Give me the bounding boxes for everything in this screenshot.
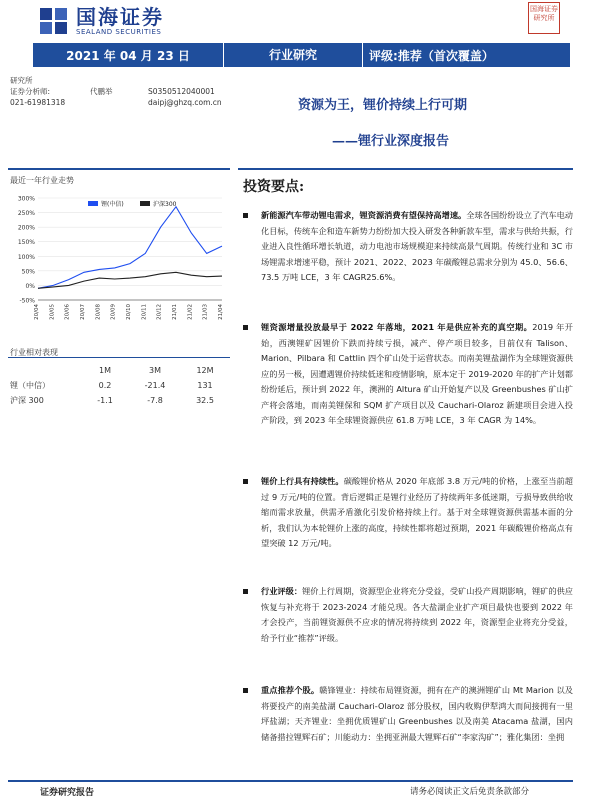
chart-heading: 最近一年行业走势 xyxy=(10,176,74,185)
paragraph-lead: 锂资源增量投放最早于 2022 年落地，2021 年是供应补充的真空期。 xyxy=(261,322,533,332)
table-cell: -1.1 xyxy=(97,396,113,405)
legend-swatch xyxy=(140,201,150,206)
x-tick-label: 20/11 xyxy=(141,304,148,320)
y-tick-label: 50% xyxy=(21,268,35,276)
logo-name-en: SEALAND SECURITIES xyxy=(76,28,162,36)
logo-name-cn: 国海证券 xyxy=(76,5,164,29)
paragraph-lead: 新能源汽车带动锂电需求，锂资源消费有望保持高增速。 xyxy=(261,210,467,220)
logo-mark-icon xyxy=(40,8,70,34)
table-header-cell: 12M xyxy=(196,366,214,375)
rating-label: 评级: xyxy=(369,48,398,63)
rating xyxy=(363,47,570,64)
x-tick-label: 20/12 xyxy=(156,304,163,320)
paragraph-text: 2019 年开始，西澳锂矿因锂价下跌而持续亏损，减产、停产项目较多，目前仅有 Talison、Marion、Pilbara 和 Cattlin 四个矿山处于运营状态。而南美锂盐湖作为全球锂资源供应的另一极，因遭遇锂价持续低迷和疫情影响，原本定于 2019-2020 年的扩产计划都纷纷延后，预计到 2022 年，澳洲的 Altura 矿山开始复产以及 Greenbushes 矿山扩产将会落地，而南美锂保和 SQM 扩产项目以及 Cauchari-Olaroz 新建项目会进入投产阶段，到 2023 年全球锂资源供应 61.8 万吨 LCE，3 年 CAGR 为 14%。 xyxy=(261,322,573,425)
report-subtitle: ——锂行业深度报告 xyxy=(332,134,450,149)
table-header-cell: 3M xyxy=(149,366,161,375)
y-tick-label: 150% xyxy=(17,239,35,247)
paragraph-text: 碳酸锂价格从 2020 年底部 3.8 万元/吨的价格，上涨至当前超过 9 万元/吨的位置。背后逻辑正是锂行业经历了持续两年多低迷期，亏损导致供给收缩而需求放量，供需矛盾激化引发价格持续上行。基于对全球锂资源供需基本面的分析，我们认为本轮锂价上涨的高度，持续性都将超过预期，2021 年碳酸锂价格高点有望突破 12 万元/吨。 xyxy=(261,476,573,548)
x-tick-label: 20/07 xyxy=(80,304,86,320)
series-line xyxy=(38,207,222,289)
paragraph-lead: 行业评级： xyxy=(261,586,303,596)
divider xyxy=(8,168,230,170)
analyst-name: 代鹏举 xyxy=(90,87,113,96)
x-tick-label: 21/01 xyxy=(172,304,178,320)
analyst-email[interactable]: daipj@ghzq.com.cn xyxy=(148,98,222,107)
y-tick-label: 0% xyxy=(25,282,35,290)
analyst-code: S0350512040001 xyxy=(148,87,215,96)
y-tick-label: 250% xyxy=(17,210,35,218)
bullet-icon xyxy=(243,325,248,330)
table-cell: 131 xyxy=(197,381,213,390)
analyst-dept: 研究所 xyxy=(10,76,33,85)
company-logo xyxy=(40,6,164,36)
table-header-cell: 1M xyxy=(99,366,111,375)
table-header-row xyxy=(10,363,232,378)
legend-label: 锂(中信) xyxy=(101,201,124,208)
legend-swatch xyxy=(88,201,98,206)
footer-disclaimer: 请务必阅读正文后免责条款部分 xyxy=(410,787,530,797)
table-row xyxy=(10,393,232,408)
rating-value: 推荐（首次覆盖） xyxy=(397,48,494,63)
paragraph-text: 锂价上行周期，资源型企业将充分受益，受矿山投产周期影响，锂矿的供应恢复与补充将于 2023-2024 才能兑现。各大盐湖企业扩产项目最快也要到 2022 年才会投产，当前锂资源供不应求的情况将持续到 2022 年，资源型企业将充分受益，给予行业“推荐”评级。 xyxy=(261,586,573,643)
industry-trend-chart xyxy=(8,188,230,328)
paragraph-lead: 重点推荐个股。 xyxy=(261,685,320,695)
paragraph-text: 赣锋锂业：持续布局锂资源，拥有在产的澳洲锂矿山 Mt Marion 以及将要投产的南美盐湖 Cauchari-Olaroz 部分股权，国内收购伊犁鸿大而间接拥有一里坪盐湖；天齐锂业：坐拥优质锂矿山 Greenbushes 以及南美 Atacama 盐湖，国内储备措拉锂辉石矿；川能动力：坐拥亚洲最大锂辉石矿“李家沟矿”；雅化集团：坐拥 xyxy=(261,685,573,742)
legend-label: 沪深300 xyxy=(153,201,177,208)
highlight-paragraph xyxy=(243,683,573,745)
x-tick-label: 20/08 xyxy=(95,304,102,320)
paragraph-text: 全球各国纷纷设立了汽车电动化目标，传统车企和造车新势力纷纷加大投入研发各种新款车型，需求与供给共振，行业进入良性循环增长轨道，动力电池市场规模迎来持续高景气周期。传统行业和 3C 市场锂需求增速平稳，预计 2021、2022、2023 年碳酸锂总需求分别为 45.0、56.6、73.5 万吨 LCE，3 年 CAGR25.6%。 xyxy=(261,210,573,282)
x-tick-label: 20/05 xyxy=(49,304,56,320)
x-tick-label: 20/09 xyxy=(110,304,117,320)
x-tick-label: 20/10 xyxy=(126,304,132,320)
table-cell: -21.4 xyxy=(144,381,166,390)
x-tick-label: 21/04 xyxy=(218,304,224,320)
bullet-icon xyxy=(243,479,248,484)
report-title: 资源为王，锂价持续上行可期 xyxy=(298,98,468,113)
y-tick-label: -50% xyxy=(19,297,35,305)
highlight-paragraph xyxy=(243,320,573,429)
highlight-paragraph xyxy=(243,584,573,646)
seal-text: 国海证券研究所 xyxy=(530,5,558,22)
highlight-paragraph xyxy=(243,208,573,286)
footer-label: 证券研究报告 xyxy=(40,788,95,798)
seal-stamp xyxy=(528,2,560,34)
bullet-icon xyxy=(243,589,248,594)
analyst-role-label: 证券分析师: xyxy=(10,87,51,96)
performance-table xyxy=(10,363,232,408)
y-tick-label: 200% xyxy=(17,224,35,232)
report-type: 行业研究 xyxy=(223,43,363,67)
y-tick-label: 100% xyxy=(17,253,35,261)
y-tick-label: 300% xyxy=(17,195,35,203)
report-banner xyxy=(33,43,570,67)
bullet-icon xyxy=(243,213,248,218)
investment-highlights-heading: 投资要点: xyxy=(243,179,305,195)
performance-heading: 行业相对表现 xyxy=(10,348,58,357)
x-tick-label: 20/06 xyxy=(64,304,71,320)
footer-divider xyxy=(8,780,573,782)
highlight-paragraph xyxy=(243,474,573,552)
analyst-info xyxy=(10,75,222,108)
table-cell: -7.8 xyxy=(147,396,163,405)
report-date: 2021 年 04 月 23 日 xyxy=(66,48,190,63)
x-tick-label: 21/02 xyxy=(187,304,194,320)
x-tick-label: 20/04 xyxy=(34,304,40,320)
table-cell: 沪深 300 xyxy=(10,396,44,405)
paragraph-lead: 锂价上行具有持续性。 xyxy=(261,476,344,486)
divider xyxy=(238,168,573,170)
bullet-icon xyxy=(243,688,248,693)
analyst-phone: 021-61981318 xyxy=(10,98,66,107)
x-tick-label: 21/03 xyxy=(202,304,209,320)
table-cell: 0.2 xyxy=(98,381,112,390)
table-cell: 锂（中信） xyxy=(10,381,50,390)
table-row xyxy=(10,378,232,393)
table-cell: 32.5 xyxy=(196,396,214,405)
